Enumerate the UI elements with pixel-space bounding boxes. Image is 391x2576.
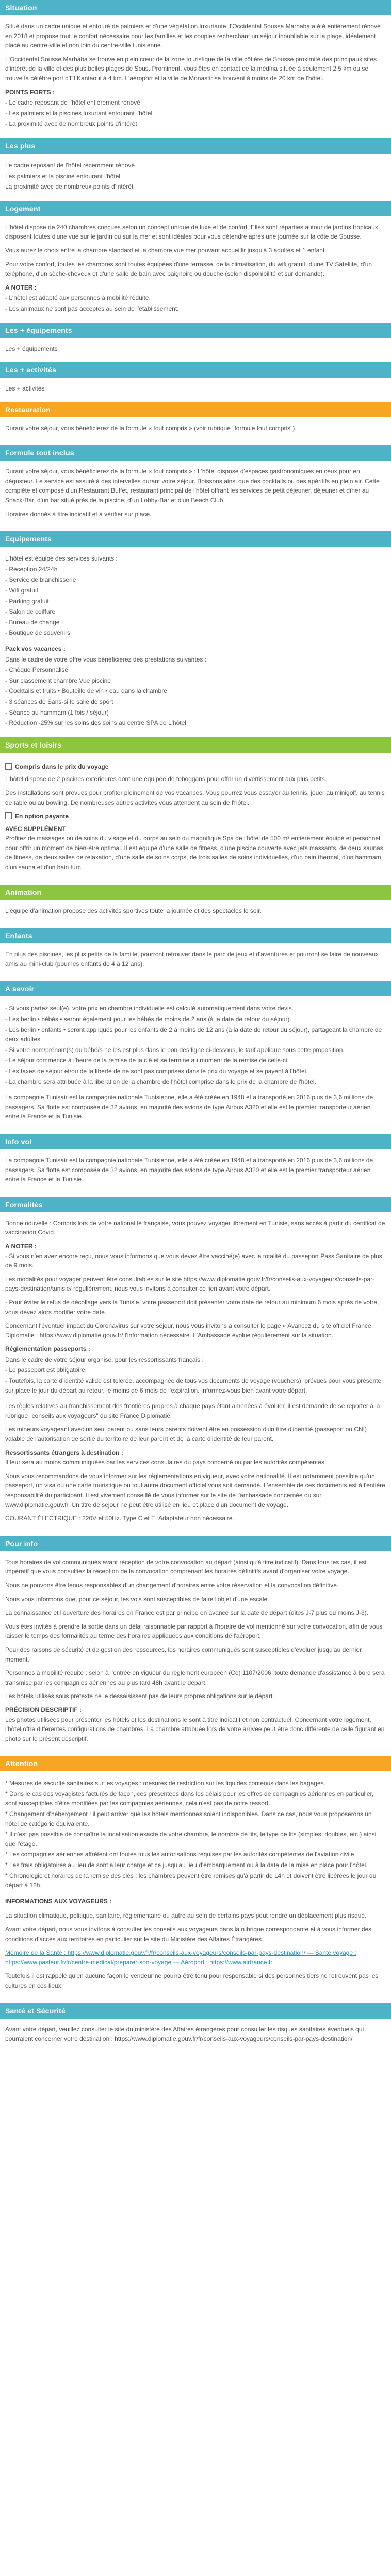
info-links[interactable]: Mémoire de la Santé : https://www.diplomatie.gouv.fr/fr/conseils-aux-voyageurs/conseils-par-pays-destination/ — Santé voyage : https://www.pasteur.fr/fr/centre-medical/preparer-son-voyage — Aéroport : https://www.airfrance.fr [5,1949,356,1966]
section-header-enfants: Enfants [0,928,391,943]
section-header-equipements-detail: Equipements [0,531,391,547]
paragraph: L'équipe d'animation propose des activités sportives toute la journée et des spectacles le soir. [5,907,262,914]
list-item: - Cocktails et fruits • Bouteille de vin • eau dans la chambre [5,687,167,695]
section-header-formule: Formule tout inclus [0,445,391,461]
paragraph: COURANT ÉLECTRIQUE : 220V et 50Hz. Type C et E. Adaptateur non nécessaire. [5,1515,234,1522]
paragraph: Pour des raisons de sécurité et de gestion des ressources, les horaires communiqués sont susceptibles d'évoluer jusqu'au dernier moment. [5,1646,362,1663]
list-item: - Réduction -25% sur les soins des soins au centre SPA de L'hôtel [5,719,186,727]
section-header-pour-info: Pour info [0,1536,391,1551]
paragraph: Avant votre départ, veuillez consulter le site du ministère des Affaires étrangères pour consulter les risques sanitaires éventuels qui pourraient concerner votre destination : https://www.diplomatie.gouv.fr/fr/conseils-aux-voyageurs/conseils-par-pays-destination/ [5,2025,364,2043]
optional-row [5,811,386,821]
checkbox-icon [5,812,12,819]
list-item: - Parking gratuit [5,597,49,605]
list-item: - Si votre nom/prénom(s) du bébé/s ne les est plus dans le bon des ligne ci-dessous, le tarif applique sous cette proposition. [5,1046,345,1054]
paragraph: - Pour éviter le refus de décollage vers la Tunisie, votre passeport doit présenter votre date de retour au minimum 6 mois après de votre, vous devez alors modifier votre date. [5,1298,379,1316]
paragraph: La situation climatique, politique, sanitaire, réglementaire ou autre au sein de certains pays peut rendre un déplacement plus risqué. [5,1912,367,1920]
section-a-savoir [0,996,391,1134]
optional-label: En option payante [15,812,69,820]
pack-title: Pack vos vacances : [5,645,66,652]
section-formule [0,461,391,531]
list-item: - Séance au hammam (1 fois / séjour) [5,708,109,716]
section-equipements [0,338,391,362]
section-header-activites: Les + activités [0,362,391,378]
paragraph: Nous vous informons que, pour ce séjour, les vols sont susceptibles de faire l'objet d'une escale. [5,1595,269,1603]
paragraph: Profitez de massages ou de soins du visage et du corps au sein du magnifique Spa de l'hôtel de 500 m² entièrement équipé et personnel pour offrir un moment de bien-être optimal. Il est équipé d'une salle de fitness, d'une piscine couverte avec jets massants, de deux saunas de fitness, de deux salles de relaxation, d'une salle de soins corps, de trois salles de soins individuelles, d'un bain thermal, d'un hammam, d'un sauna et d'un bain turc. [5,835,383,871]
section-header-animation: Animation [0,885,391,900]
section-text: Les + équipements [5,345,58,353]
section-header-info-vol: Info vol [0,1134,391,1149]
paragraph: Avant votre départ, nous vous invitons à consulter les conseils aux voyageurs dans la rubrique correspondante et à vous informer des conditions d'accès aux territoires en particulier sur le site du Ministère des Affaires Étrangères. [5,1926,372,1943]
paragraph: Tous horaires de vol communiqués avant réception de votre convocation au départ (ainsi qu'à titre indicatif). Dans tous les cas, il est impératif que vous consultiez la réception de la convocation comprenant les horaires définitifs avant d'organiser votre voyage. [5,1558,367,1575]
list-item: La proximité avec de nombreux points d'intérêt [5,183,134,191]
paragraph: Durant votre séjour, vous bénéficierez de la formule « tout compris » : L'hôtel dispose d'espaces gastronomiques en ceux pour en dégusteur. Le service est assuré à des intervalles durant votre séjour. Boissons ainsi que des cocktails ou des apéritifs en plein air. Cette complète et composé d'un Restaurant Buffet, restaurant principal de l'hôtel offrant les services de petit déjeuner, déjeuner et dîner au Snack-Bar, d'un bar situé près de la piscine, d'un Lobby-Bar et d'un Beach Club. [5,468,380,504]
paragraph: En plus des piscines, les plus petits de la famille, pourront retrouver dans le parc de jeux et d'aventures et pourront se faire de nouveaux amis au mini-club (pour les enfants de 4 à 12 ans). [5,951,379,968]
paragraph: Vous aurez le choix entre la chambre standard et la chambre vue mer pouvant accueillir jusqu'à 3 adultes et 1 enfant. [5,246,327,254]
list-item: * Dans le cas des voyagistes facturés de façon, ces présentées dans les délais pour les offres de compagnies aériennes en particulier, sont susceptibles d'être modifiées par les compagnies aériennes, cela n'est pas de notre ressort. [5,1790,374,1807]
section-logement [0,216,391,323]
list-item: Les palmiers et la piscine entourant l'hôtel [5,172,121,180]
section-header-sports: Sports et loisirs [0,737,391,753]
paragraph: La compagnie Tunisair est la compagnie nationale Tunisienne, elle a été créée en 1948 et a transporté en 2016 plus de 3,6 millions de passagers. Sa flotte est composée de 32 avions, en majorité des avions de type Airbus A320 et elle est le premier transporteur aérien entre la France et la Tunisie. [5,1156,373,1183]
list-item: * Les frais obligatoires au lieu de sont à leur charge et ce jusqu'au lieu d'embarquement ou à la date de la mise en place pour l'hôtel. [5,1861,368,1869]
list-item: - Les berlin • bébés • seront également pour les bébés de moins de 2 ans (à la date de retour du séjour). [5,1015,291,1023]
paragraph: Vous êtes invités à prendre la sortie dans un délai raisonnable par rapport à l'horaire de vol mentionné sur votre convocation, afin de vous laisser le temps des formalités au terme des horaires appliquées aux conditions de l'aéroport. [5,1622,383,1640]
paragraph: Situé dans un cadre unique et entouré de palmiers et d'une végétation luxuriante, l'Occidental Soussa Marhaba a été entièrement rénové en 2018 et propose tout le confort nécessaire pour les familles et les couples recherchant un séjour inoubliable sur la plage, idéalement placé au centre-ville et non loin du centre-ville tunisienne. [5,23,381,49]
paragraph: Les règles relatives au franchissement des frontières propres à chaque pays étant amenées à évoluer, il est demandé de se reporter à la rubrique "conseils aux voyageurs" du site France Diplomatie. [5,1402,380,1419]
list-item: - Réception 24/24h [5,565,58,573]
list-item: - Wifi gratuit [5,587,39,594]
paragraph: L'hôtel dispose de 240 chambres conçues selon un concept unique de luxe et de confort. Elles sont réparties autour de jardins tropicaux, disposent toutes d'une vue sur le jardin ou sur la mer et sont idéales pour vous détendre après une journée sur la côte de Sousse. [5,223,380,241]
paragraph: La connaissance et l'ouverture des horaires en France est par principe en avance sur la date de départ (dites J-7 plus ou moins J-3). [5,1609,369,1617]
list-item: Dans le cadre de votre offre vous bénéficierez des prestations suivantes : [5,655,206,663]
list-item: - Service de blanchisserie [5,576,76,584]
list-item: * Les compagnies aériennes affrètent ont toutes tous les autorisations requises par les autorités compétentes de l'aviation civile. [5,1851,356,1858]
list-item: - Salon de coiffure [5,608,56,616]
list-item: * Chronologie et horaires de la remise des clés : les chambres peuvent être remises qu'à partir de 14h et doivent être libérées le jour du départ à 12h. [5,1872,377,1889]
section-text: Les + activités [5,385,45,393]
list-item: - Les animaux ne sont pas acceptés au sein de l'établissement. [5,304,179,312]
list-item: - Les berlin • enfants • seront appliqués pour les enfants de 2 à moins de 12 ans (à la date de retour du séjour), partageant la chambre de deux adultes. [5,1026,382,1043]
section-header-logement: Logement [0,201,391,216]
section-sante [0,2019,391,2056]
list-item: * Il n'est pas possible de connaître la localisation exacte de votre chambre, le nombre de lits, le type de lits (simples, doubles, etc.) ainsi que l'étage. [5,1831,377,1848]
paragraph: Pour votre confort, toutes les chambres sont toutes équipées d'une terrasse, de la climatisation, du wifi gratuit, d'une TV Satellite, d'un téléphone, d'un sèche-cheveux et d'une salle de bain avec baignoire ou douche (selon disponibilité et sur demande). [5,260,372,278]
paragraph: Concernant l'éventuel impact du Coronavirus sur votre séjour, nous vous invitons à consulter le page « Avancez du site officiel France Diplomatie : https://www.diplomatie.gouv.fr/ l'information nécessaire. L'Ambassade évolue régulièrement sur la situation. [5,1322,371,1339]
paragraph: Les hôtels utilisés sous prétexte ne le dessaisissent pas de leurs propres obligations sur le départ. [5,1692,274,1700]
section-enfants [0,943,391,981]
paragraph: L'Occidental Sousse Marhaba se trouve en plein cœur de la zone touristique de la ville côtière de Sousse proximité des principaux sites d'intérêt de la ville et des plus belles plages de Sous. Prominent, vous êtes en contact de la médina située à seulement 2,5 km ou se trouve la célèbre port d'El Kantaoui à 4 km. L'aéroport et la ville de Monastir se trouvent à moins de 20 km de l'hôtel. [5,55,377,82]
precision-title: PRÉCISION DESCRIPTIF : [5,1706,82,1714]
included-label: Compris dans le prix du voyage [15,762,109,770]
paragraph: Des installations sont prévues pour profiter pleinement de vos vacances. Vous pourrez vous essayer au tennis, jouer au minigolf, au tennis de table ou au bowling. De nombreuses autres activités vous attendent au sein de l'hôtel. [5,789,385,806]
paragraph: Les photos utilisées pour présenter les hôtels et les destinations le sont à titre indicatif et non contractuel. Concernant votre logement, l'hôtel offre différentes configurations de chambres. La chambre attribuée lors de votre arrivée peut être donc différente de celle figurant en photo sur le présent descriptif. [5,1716,385,1742]
list-item: Dans le cadre de votre séjour organisé, pour les ressortissants français : [5,1355,204,1363]
section-equipements-detail [0,547,391,737]
list-item: - Boutique de souvenirs [5,629,71,637]
section-info-vol [0,1149,391,1197]
list-item: - Les palmiers et la piscines luxuriant entourant l'hôtel [5,109,153,117]
list-item: Le cadre reposant de l'hôtel récemment rénové [5,161,135,169]
section-header-attention: Attention [0,1756,391,1771]
section-sports [0,753,391,885]
section-formalites [0,1212,391,1536]
list-item: - La chambre sera attribuée à la libération de la chambre de l'hôtel comprise dans le prix de la chambre de l'hôtel. [5,1078,316,1086]
list-item: - Le cadre reposant de l'hôtel entièrement rénové [5,99,140,107]
paragraph: Durant votre séjour, vous bénéficierez de la formule « tout compris » (voir rubrique "formule tout compris"). [5,424,297,432]
list-item: - Les taxes de séjour et/ou de la liberté de ne sont pas comprises dans le prix du voyage et se payent à l'hôtel. [5,1067,308,1075]
list-item: * Changement d'hébergement : il peut arriver que les hôtels mentionnés soient indisponibles. Dans ce cas, nous vous proposerons un hôtel de catégorie équivalente. [5,1810,372,1827]
section-activites [0,378,391,402]
paragraph: Bonne nouvelle : Compris lors de votre nationalité française, vous pouvez voyager librement en Tunisie, sans accès à partir du certificat de vaccination Covid. [5,1219,385,1236]
paragraph: Les mineurs voyageant avec un seul parent ou sans leurs parents doivent être en possession d'un titre d'identité (passeport ou CNI) valable de l'autorisation de sortie du territoire de leur parent et de la carte d'identité de leur parent. [5,1426,367,1443]
list-item: - Toutefois, la carte d'identité valide est tolérée, accompagnée de tous vos documents de voyage (vouchers), prévues pour vous présenter sur place le jour du départ au retour, le moins de 6 mois de l'expiration. Informez-vous bien avant votre départ. [5,1377,384,1394]
section-plus [0,154,391,201]
paragraph: Horaires donnés à titre indicatif et à vérifier sur place. [5,510,152,518]
points-title: POINTS FORTS : [5,88,55,96]
list-item: - Si vous partez seul(e), votre prix en chambre individuelle est calculé automatiquement dans votre devis. [5,1005,294,1012]
section-header-situation: Situation [0,0,391,15]
section-header-a-savoir: A savoir [0,981,391,996]
list-item: - Le séjour commence à l'heure de la remise de la clé et se termine au moment de la remise de celle-ci. [5,1057,289,1064]
covid-title: Ressortissants étrangers à destination : [5,1449,123,1456]
paragraph: Il leur sera au moins communiquées par les services consulaires du pays concerné ou par les autorités compétentes. [5,1459,327,1466]
list-item: - 3 séances de Sans-si le salle de sport [5,698,113,705]
section-header-formalites: Formalités [0,1197,391,1212]
section-header-sante: Santé et Sécurité [0,2003,391,2019]
paragraph: La compagnie Tunisair est la compagnie nationale Tunisienne, elle a été créée en 1948 et a transporté en 2016 plus de 3,6 millions de passagers. Sa flotte est composée de 32 avions, en majorité des avions de type Airbus A320 et elle est le premier transporteur aérien entre la France et la Tunisie. [5,1094,373,1121]
paragraph: Nous ne pouvons être tenus responsables d'un changement d'horaires entre votre réservation et la convocation définitive. [5,1581,339,1589]
checkbox-icon [5,763,12,770]
list-item: - Sur classement chambre Vue piscine [5,676,111,684]
section-header-equipements: Les + équipements [0,323,391,338]
paragraph: - Si vous n'en avez encore reçu, nous vous informons que vous devez être vacciné(e) avec la totalité du passeport Pass Sanitaire de plus de 9 mois. [5,1252,382,1269]
paragraph: Personnes à mobilité réduite : selon à l'entrée en vigueur du règlement européen (Ce) 1107/2006, toute demande d'assistance à bord sera transmise par les compagnies aériennes au plus tard 48h avant le départ. [5,1669,385,1686]
section-header-plus: Les plus [0,138,391,154]
paragraph: Les modalités pour voyager peuvent être consultables sur le site https://www.diplomatie.gouv.fr/fr/conseils-aux-voyageurs/conseils-par-pays-destination/tunisie/ régulièrement, nous vous invitons à consulter ce lien avant votre départ. [5,1275,375,1293]
list-item: - Le passeport est obligatoire. [5,1366,87,1374]
list-item: - L'hôtel est adapté aux personnes à mobilité réduite. [5,294,151,302]
section-restauration [0,417,391,446]
paragraph: L'hôtel dispose de 2 piscines extérieures dont une équipée de toboggans pour offrir un divertissement aux plus petits. [5,775,327,783]
paragraph: Nous vous recommandons de vous informer sur les réglementations en vigueur, avec votre nationalité. Il est notamment possible qu'un passeport, un visa ou une carte touristique ou tout autre document officiel vous soit demandé. L'ensemble de ces documents est à l'entière responsabilité du participant. Il est vivement conseillé de vous informer sur le site de l'ambassade concernée ou sur www.diplomatie.gouv.fr. Un titre de séjour ne peut être utilisé en lieu et place d'un document de voyage. [5,1472,385,1509]
supplement-title: AVEC SUPPLÉMENT [5,825,66,833]
info-title: INFORMATIONS AUX VOYAGEURS : [5,1897,112,1905]
list-item: - Chèque Personnalisé [5,666,69,674]
section-pour-info [0,1551,391,1756]
section-header-restauration: Restauration [0,402,391,417]
section-attention [0,1771,391,2003]
section-animation [0,900,391,928]
list-item: - La proximité avec de nombreux points d'intérêt [5,120,137,128]
paragraph: Toutefois il est rappelé qu'en aucune façon le vendeur ne pourra être tenu pour responsable si des personnes tiers ne retrouvent pas les cultures en ces lieux. [5,1972,379,1989]
list-item: - Bureau de change [5,618,60,626]
note-title: A NOTER : [5,283,37,291]
section-situation [0,15,391,138]
list-item: L'hôtel est équipé des services suivants : [5,555,118,563]
note-title: A NOTER : [5,1242,37,1250]
included-row [5,762,386,772]
rules-title: Réglementation passeports : [5,1345,90,1353]
list-item: * Mesures de sécurité sanitaires sur les voyages : mesures de restriction sur les liquides contenus dans les bagages. [5,1780,325,1787]
